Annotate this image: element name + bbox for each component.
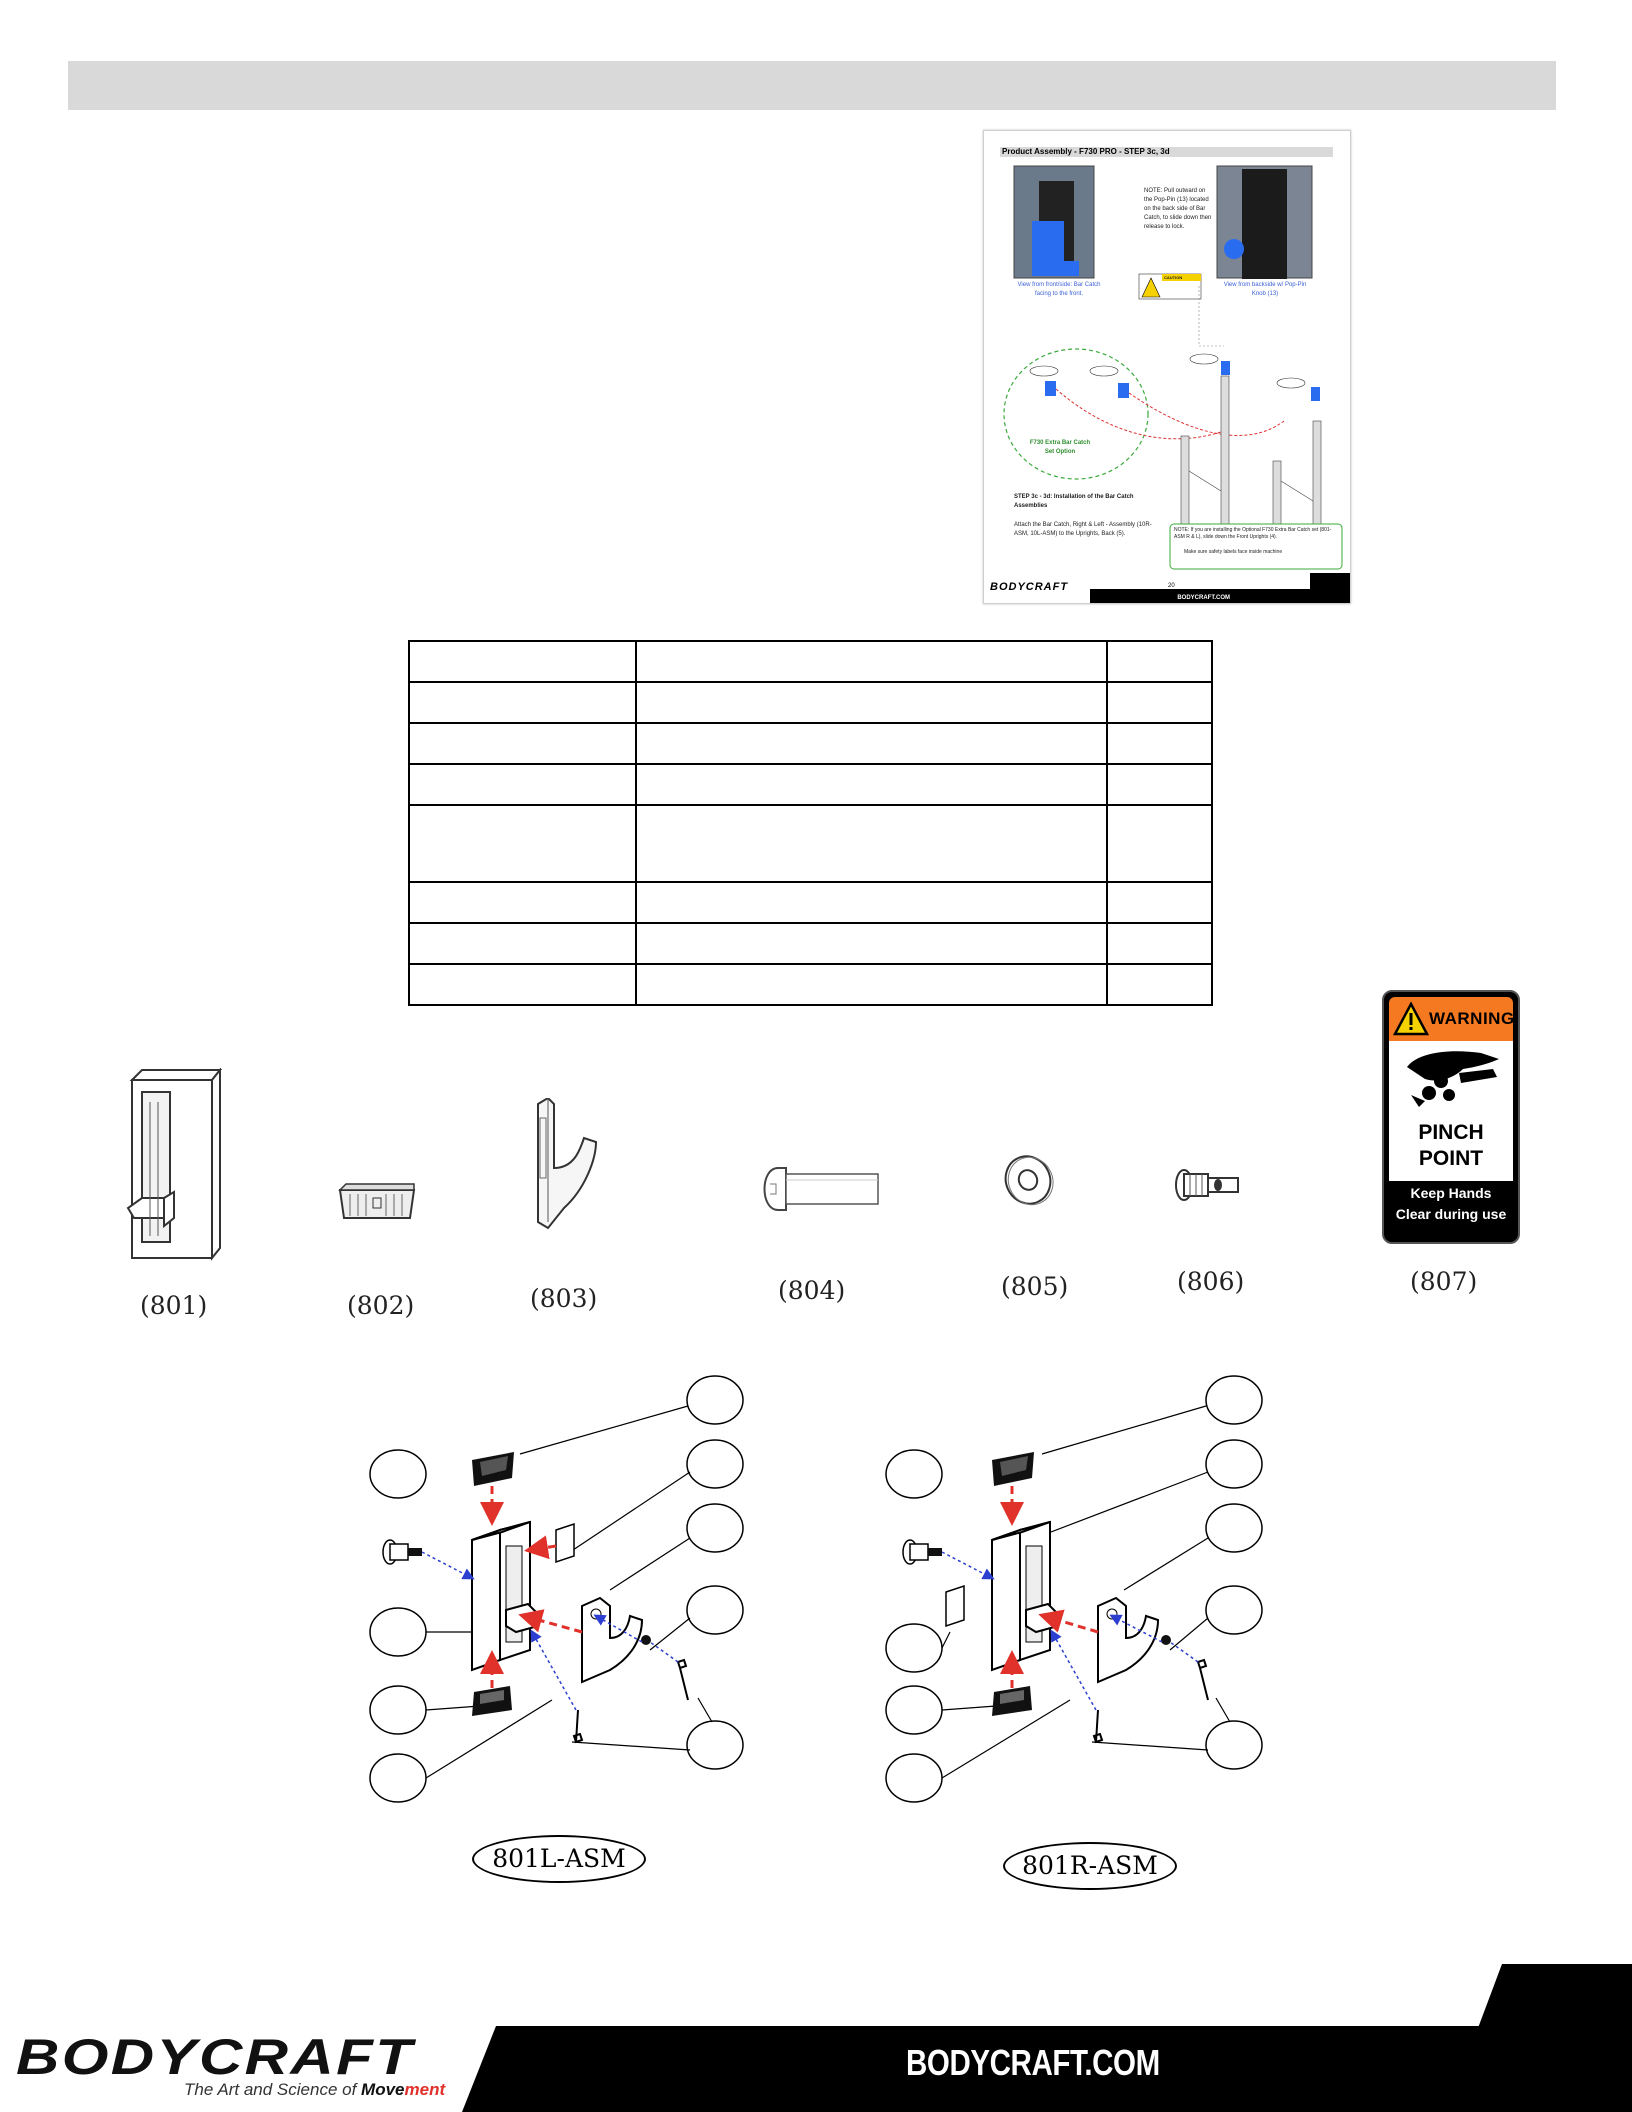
warning-line-3: Keep Hands: [1410, 1185, 1492, 1201]
thumbnail-step-text: Attach the Bar Catch, Right & Left - Assembly (10R-ASM, 10L-ASM) to the Uprights, Back (5).: [1014, 522, 1152, 537]
manual-page-thumbnail: [983, 130, 1351, 604]
part-801-bar-catch-image: [112, 1068, 232, 1268]
part-804-bolt-image: [758, 1164, 882, 1214]
thumbnail-note-bullet: Make sure safety labels face inside machine: [1184, 549, 1283, 555]
header-bar: [68, 61, 1556, 110]
tagline-accent: ment: [404, 2080, 446, 2099]
table-row: [409, 964, 1212, 1005]
part-807-label: (807): [1410, 1267, 1478, 1296]
warning-line-1: PINCH: [1418, 1121, 1484, 1144]
table-row: [409, 764, 1212, 805]
part-805-washer-image: [1000, 1152, 1056, 1208]
table-row: [409, 805, 1212, 882]
part-805-label: (805): [1001, 1272, 1069, 1301]
footer-logo: BODYCRAFT: [16, 2029, 415, 2085]
thumbnail-title: Product Assembly - F730 PRO - STEP 3c, 3d: [1002, 147, 1170, 156]
thumbnail-step-heading: STEP 3c - 3d: Installation of the Bar Catch Assemblies: [1014, 494, 1134, 509]
thumbnail-url: BODYCRAFT.COM: [1177, 595, 1230, 601]
tagline-text: The Art and Science of: [184, 2080, 362, 2099]
warning-line-2: POINT: [1418, 1147, 1484, 1170]
table-row: [409, 923, 1212, 964]
parts-table: [408, 640, 1213, 1006]
thumbnail-caption-right: View from backside w/ Pop-Pin Knob (13): [1223, 282, 1307, 297]
part-802-end-cap-image: [336, 1182, 418, 1224]
part-801-label: (801): [140, 1291, 208, 1320]
part-806-pop-pin-image: [1172, 1164, 1244, 1206]
tagline-bold: Move: [361, 2080, 405, 2099]
table-row: [409, 723, 1212, 764]
warning-sign-image: [1382, 990, 1520, 1244]
warning-triangle-icon: [1393, 1001, 1429, 1037]
part-806-label: (806): [1177, 1267, 1245, 1296]
thumbnail-caption-left: View from front/side: Bar Catch facing to the front.: [1017, 282, 1101, 297]
part-802-label: (802): [347, 1291, 415, 1320]
part-804-label: (804): [778, 1276, 846, 1305]
table-row: [409, 882, 1212, 923]
part-803-hook-image: [534, 1098, 614, 1233]
thumbnail-note-bottom: NOTE: If you are installing the Optional F730 Extra Bar Catch set (801-ASM R & L), slide down the Front Uprights (4).: [1174, 527, 1332, 540]
pinch-hand-icon: [1389, 1045, 1513, 1115]
warning-header: WARNING: [1429, 1009, 1515, 1028]
thumbnail-page-number: 20: [1168, 583, 1175, 589]
thumbnail-logo: BODYCRAFT: [990, 581, 1069, 593]
table-row: [409, 641, 1212, 682]
thumbnail-note-top: NOTE: Pull outward on the Pop-Pin (13) located on the back side of Bar Catch, to slide down then release to lock.: [1144, 188, 1212, 230]
thumbnail-caution-label: CAUTION: [1164, 275, 1183, 280]
part-803-label: (803): [530, 1284, 598, 1313]
table-row: [409, 682, 1212, 723]
assembly-801L-diagram: [360, 1370, 760, 1810]
footer-url[interactable]: BODYCRAFT.COM: [906, 2042, 1160, 2083]
footer-tagline: [184, 2080, 445, 2100]
footer-corner-wedge: [1478, 1964, 1632, 2028]
assembly-801R-diagram: [880, 1370, 1280, 1810]
warning-line-4: Clear during use: [1395, 1206, 1507, 1222]
assembly-801L-label: 801L-ASM: [472, 1835, 646, 1883]
assembly-801R-label: 801R-ASM: [1003, 1842, 1177, 1890]
thumbnail-option-label: F730 Extra Bar Catch Set Option: [1029, 440, 1091, 455]
